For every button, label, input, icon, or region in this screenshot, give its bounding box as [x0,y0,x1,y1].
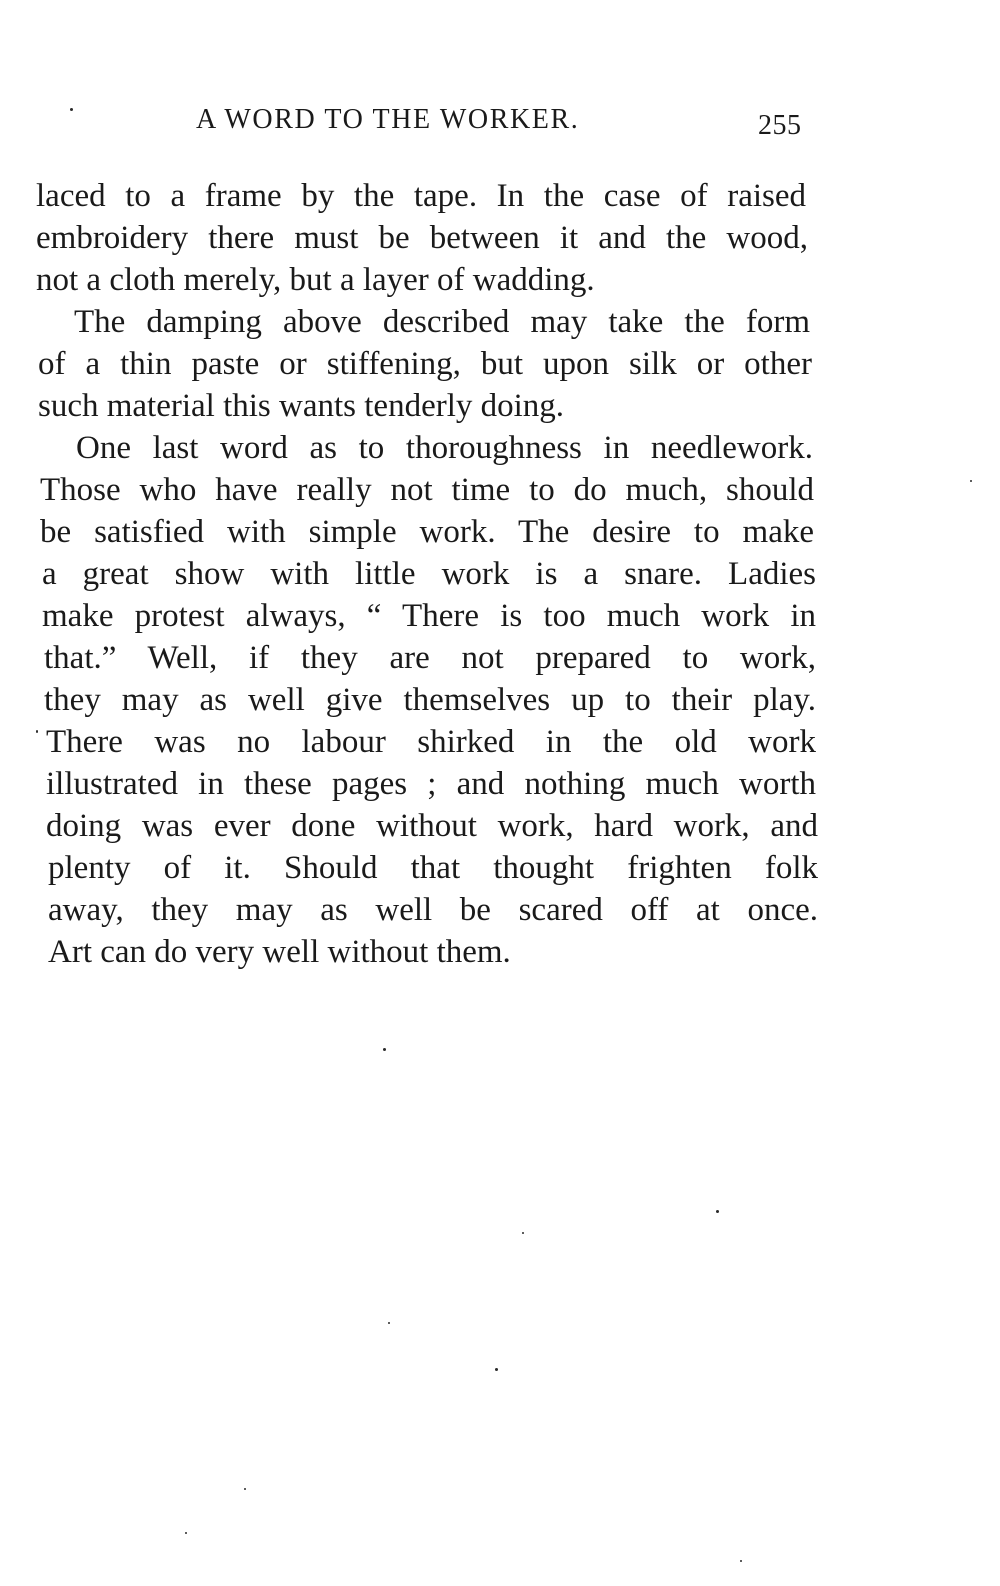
scan-speck [716,1210,719,1213]
text-line: be satisfied with simple work. The desire to make [40,514,814,550]
text-line: Art can do very well without them. [48,934,511,970]
scan-speck [383,1048,386,1051]
text-line: a great show with little work is a snare. Ladies [42,556,816,592]
text-line: that.” Well, if they are not prepared to work, [44,640,816,676]
text-line: of a thin paste or stiffening, but upon silk or other [38,346,812,382]
text-line: doing was ever done without work, hard work, and [46,808,818,844]
text-line: The damping above described may take the form [74,304,810,340]
text-line: illustrated in these pages ; and nothing much worth [46,766,816,802]
scan-speck [970,480,972,482]
scan-speck [244,1488,246,1490]
scan-speck [740,1560,742,1562]
text-line: such material this wants tenderly doing. [38,388,565,424]
text-line: Those who have really not time to do much, should [40,472,814,508]
running-title: A WORD TO THE WORKER. [196,104,580,135]
scan-speck [36,730,38,733]
scan-speck [185,1532,187,1534]
scan-speck [495,1368,498,1371]
page-number: 255 [758,110,802,141]
text-line: There was no labour shirked in the old work [46,724,816,760]
text-line: laced to a frame by the tape. In the case of raised [36,178,806,214]
scan-speck [388,1322,390,1324]
text-line: plenty of it. Should that thought frighten folk [48,850,818,886]
text-line: One last word as to thoroughness in needlework. [76,430,813,466]
text-line: they may as well give themselves up to their play. [44,682,816,718]
scan-speck [70,108,73,111]
text-line: not a cloth merely, but a layer of wadding. [36,262,595,298]
text-line: make protest always, “ There is too much work in [42,598,816,634]
text-line: embroidery there must be between it and the wood, [36,220,808,256]
scan-speck [522,1232,524,1234]
text-line: away, they may as well be scared off at once. [48,892,818,928]
